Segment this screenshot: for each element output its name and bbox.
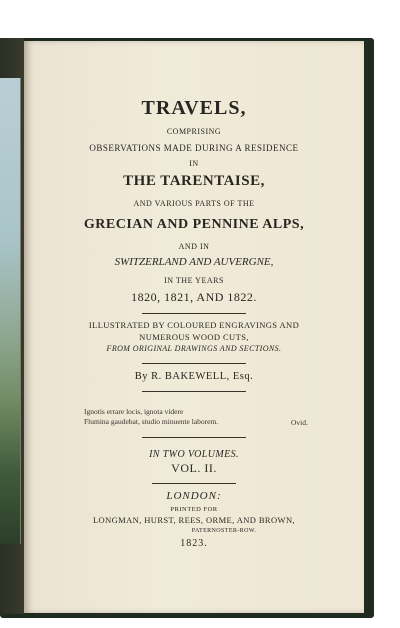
address-line: PATERNOSTER-ROW. [191,528,257,534]
title-page [24,41,364,613]
author-line: By R. BAKEWELL, Esq. [134,371,254,382]
illustrated-line-1: ILLUSTRATED BY COLOURED ENGRAVINGS AND [88,320,300,330]
subtitle-line: OBSERVATIONS MADE DURING A RESIDENCE [89,143,299,153]
rule-3 [142,391,246,392]
epigraph-line-2: Flumina gaudebat, studio minuente laborem. [84,417,219,426]
epigraph-source: Ovid. [291,418,308,427]
various-parts-line: AND VARIOUS PARTS OF THE [133,199,255,208]
years-line: 1820, 1821, AND 1822. [131,290,257,304]
and-in-label: AND IN [178,242,210,251]
rule-1 [142,313,246,314]
comprising-label: COMPRISING [166,127,222,136]
place-alps: GRECIAN AND PENNINE ALPS, [83,217,305,232]
printed-for-line: PRINTED FOR [170,506,218,513]
rule-4 [142,437,246,438]
place-tarentaise: THE TARENTAISE, [123,173,265,189]
place-switzerland: SWITZERLAND AND AUVERGNE, [114,256,274,268]
city-line: LONDON: [166,490,222,502]
frontispiece-plate [0,78,21,544]
in-label: IN [189,159,199,168]
volume-number: VOL. II. [171,461,217,475]
rule-2 [142,363,246,364]
in-the-years-label: IN THE YEARS [164,276,224,285]
volumes-line: IN TWO VOLUMES. [149,449,239,460]
book-title: TRAVELS, [141,97,247,119]
illustrated-line-2: NUMEROUS WOOD CUTS, [139,332,249,342]
rule-5 [152,483,236,484]
illustrated-line-3: FROM ORIGINAL DRAWINGS AND SECTIONS. [106,344,282,353]
publisher-line: LONGMAN, HURST, REES, ORME, AND BROWN, [92,515,296,525]
epigraph-line-1: Ignotis errare locis, ignota videre [84,407,184,416]
date-line: 1823. [180,538,208,549]
